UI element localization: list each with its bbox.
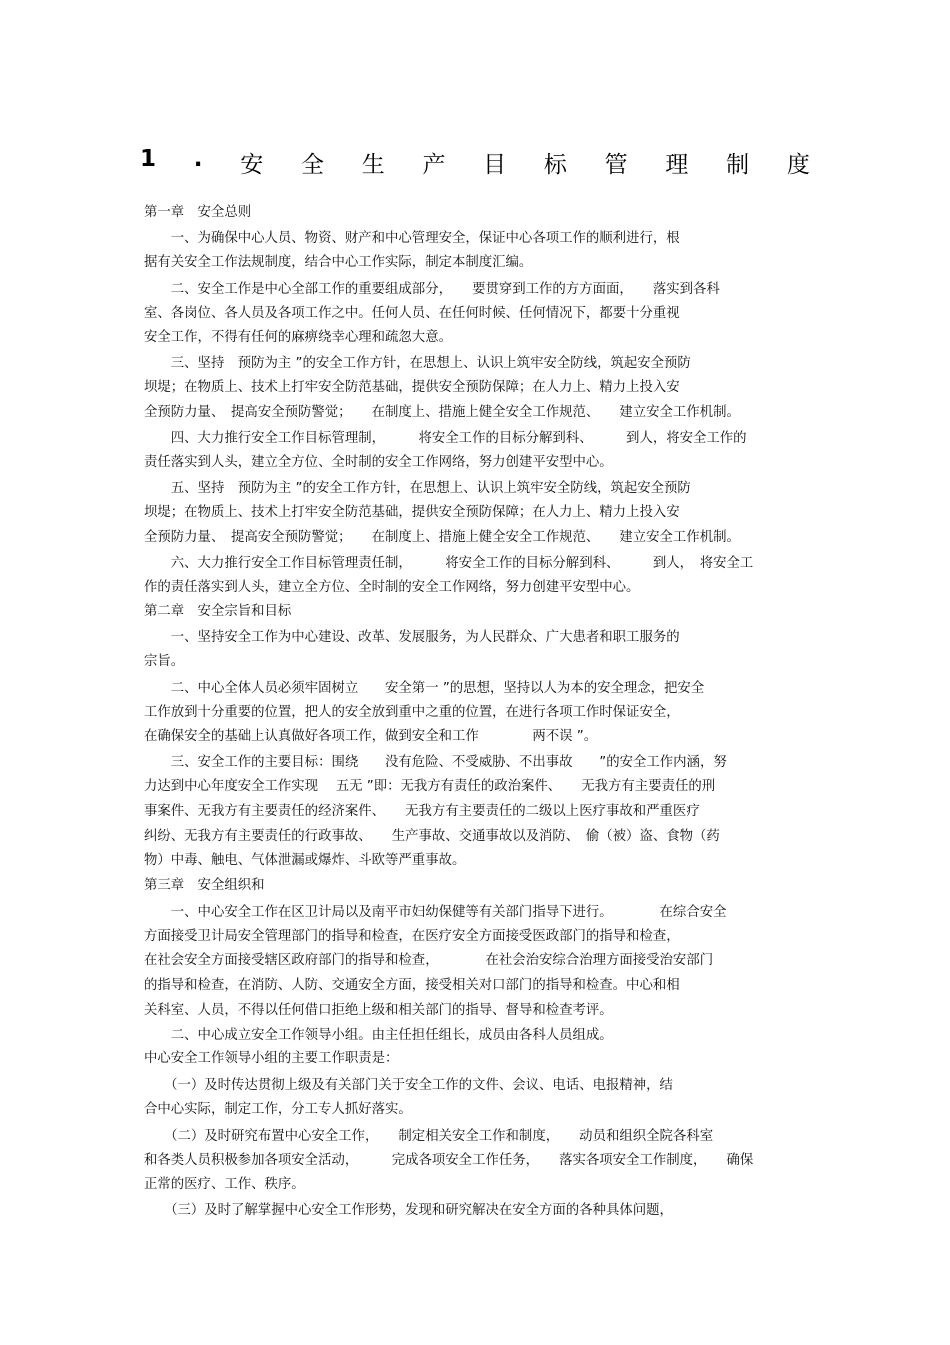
paragraph-line: 室、各岗位、各人员及各项工作之中。任何人员、在任何时候、任何情况下，都要十分重视 [144, 306, 680, 321]
paragraph-line: 物）中毒、触电、气体泄漏或爆炸、斗欧等严重事故。 [144, 853, 466, 868]
paragraph-line: 三、安全工作的主要目标：围绕 没有危险、不受威胁、不出事故 ”的安全工作内涵，努 [144, 755, 727, 770]
paragraph-line: 力达到中心年度安全工作实现 五无 ”即：无我方有责任的政治案件、 无我方有主要责任的刑 [144, 779, 716, 794]
paragraph-line: 作的责任落实到人头，建立全方位、全时制的安全工作网络，努力创建平安型中心。 [144, 580, 640, 595]
title-char: 管 [604, 152, 628, 178]
title-char: 度 [786, 152, 810, 178]
chapter-heading-1: 第一章 安全总则 [144, 205, 252, 220]
paragraph-line: （一）及时传达贯彻上级及有关部门关于安全工作的文件、会议、电话、电报精神，结 [144, 1078, 673, 1093]
paragraph-line: 中心安全工作领导小组的主要工作职责是： [144, 1051, 399, 1066]
title-char: 产 [422, 152, 446, 178]
paragraph-line: （二）及时研究布置中心安全工作， 制定相关安全工作和制度， 动员和组织全院各科室 [144, 1129, 714, 1144]
paragraph-line: 在确保安全的基础上认真做好各项工作，做到安全和工作 两不误 ”。 [144, 729, 598, 744]
paragraph-line: 宗旨。 [144, 654, 185, 669]
title-char: 理 [665, 152, 689, 178]
paragraph-line: 的指导和检查，在消防、人防、交通安全方面，接受相关对口部门的指导和检查。中心和相 [144, 978, 680, 993]
paragraph-line: 在社会安全方面接受辖区政府部门的指导和检查， 在社会治安综合治理方面接受治安部门 [144, 953, 714, 968]
paragraph-line: （三）及时了解掌握中心安全工作形势，发现和研究解决在安全方面的各种具体问题， [144, 1203, 673, 1218]
paragraph-line: 六、大力推行安全工作目标管理责任制， 将安全工作的目标分解到科、 到人， 将安全工 [144, 556, 754, 571]
paragraph-line: 坝堤；在物质上、技术上打牢安全防范基础，提供安全预防保障；在人力上、精力上投入安 [144, 505, 680, 520]
paragraph-line: 事案件、无我方有主要责任的经济案件、 无我方有主要责任的二级以上医疗事故和严重医疗 [144, 804, 700, 819]
paragraph-line: 关科室、人员，不得以任何借口拒绝上级和相关部门的指导、督导和检查考评。 [144, 1003, 613, 1018]
title-char: 全 [300, 152, 324, 178]
paragraph-line: 二、中心全体人员必须牢固树立 安全第一 ”的思想，坚持以人为本的安全理念，把安全 [144, 681, 705, 696]
paragraph-line: 方面接受卫计局安全管理部门的指导和检查，在医疗安全方面接受医政部门的指导和检查， [144, 929, 680, 944]
title-char: 安 [240, 152, 264, 178]
paragraph-line: 工作放到十分重要的位置，把人的安全放到重中之重的位置，在进行各项工作时保证安全， [144, 705, 680, 720]
paragraph-line: 二、安全工作是中心全部工作的重要组成部分， 要贯穿到工作的方方面面， 落实到各科 [144, 282, 720, 297]
paragraph-line: 合中心实际，制定工作，分工专人抓好落实。 [144, 1102, 412, 1117]
title-char: 1 [140, 146, 157, 172]
paragraph-line: 安全工作，不得有任何的麻痹绕幸心理和疏忽大意。 [144, 330, 452, 345]
title-char: 标 [543, 152, 567, 178]
paragraph-line: 责任落实到人头，建立全方位、全时制的安全工作网络，努力创建平安型中心。 [144, 455, 613, 470]
title-char: 目 [483, 152, 507, 178]
paragraph-line: 和各类人员积极参加各项安全活动， 完成各项安全工作任务， 落实各项安全工作制度， 确保 [144, 1153, 754, 1168]
paragraph-line: 五、坚持 预防为主 ”的安全工作方针，在思想上、认识上筑牢安全防线，筑起安全预防 [144, 481, 691, 496]
paragraph-line: 正常的医疗、工作、秩序。 [144, 1177, 305, 1192]
paragraph-line: 二、中心成立安全工作领导小组。由主任担任组长，成员由各科人员组成。 [144, 1028, 613, 1043]
paragraph-line: 一、中心安全工作在区卫计局以及南平市妇幼保健等有关部门指导下进行。 在综合安全 [144, 905, 727, 920]
document-title [140, 146, 810, 179]
title-char: 生 [361, 152, 385, 178]
title-char: 制 [726, 152, 750, 178]
chapter-heading-3: 第三章 安全组织和 [144, 878, 265, 893]
title-char: . [193, 146, 203, 172]
paragraph-line: 三、坚持 预防为主 ”的安全工作方针，在思想上、认识上筑牢安全防线，筑起安全预防 [144, 356, 691, 371]
paragraph-line: 坝堤；在物质上、技术上打牢安全防范基础，提供安全预防保障；在人力上、精力上投入安 [144, 380, 680, 395]
chapter-heading-2: 第二章 安全宗旨和目标 [144, 604, 292, 619]
paragraph-line: 据有关安全工作法规制度，结合中心工作实际，制定本制度汇编。 [144, 255, 533, 270]
paragraph-line: 一、坚持安全工作为中心建设、改革、发展服务，为人民群众、广大患者和职工服务的 [144, 630, 680, 645]
paragraph-line: 四、大力推行安全工作目标管理制， 将安全工作的目标分解到科、 到人，将安全工作的 [144, 431, 747, 446]
paragraph-line: 全预防力量、 提高安全预防警觉； 在制度上、措施上健全安全工作规范、 建立安全工作机制。 [144, 405, 740, 420]
paragraph-line: 纠纷、无我方有主要责任的行政事故、 生产事故、交通事故以及消防、 偷（被）盗、食物（药 [144, 829, 720, 844]
paragraph-line: 全预防力量、 提高安全预防警觉； 在制度上、措施上健全安全工作规范、 建立安全工作机制。 [144, 530, 740, 545]
paragraph-line: 一、为确保中心人员、物资、财产和中心管理安全，保证中心各项工作的顺利进行，根 [144, 231, 680, 246]
